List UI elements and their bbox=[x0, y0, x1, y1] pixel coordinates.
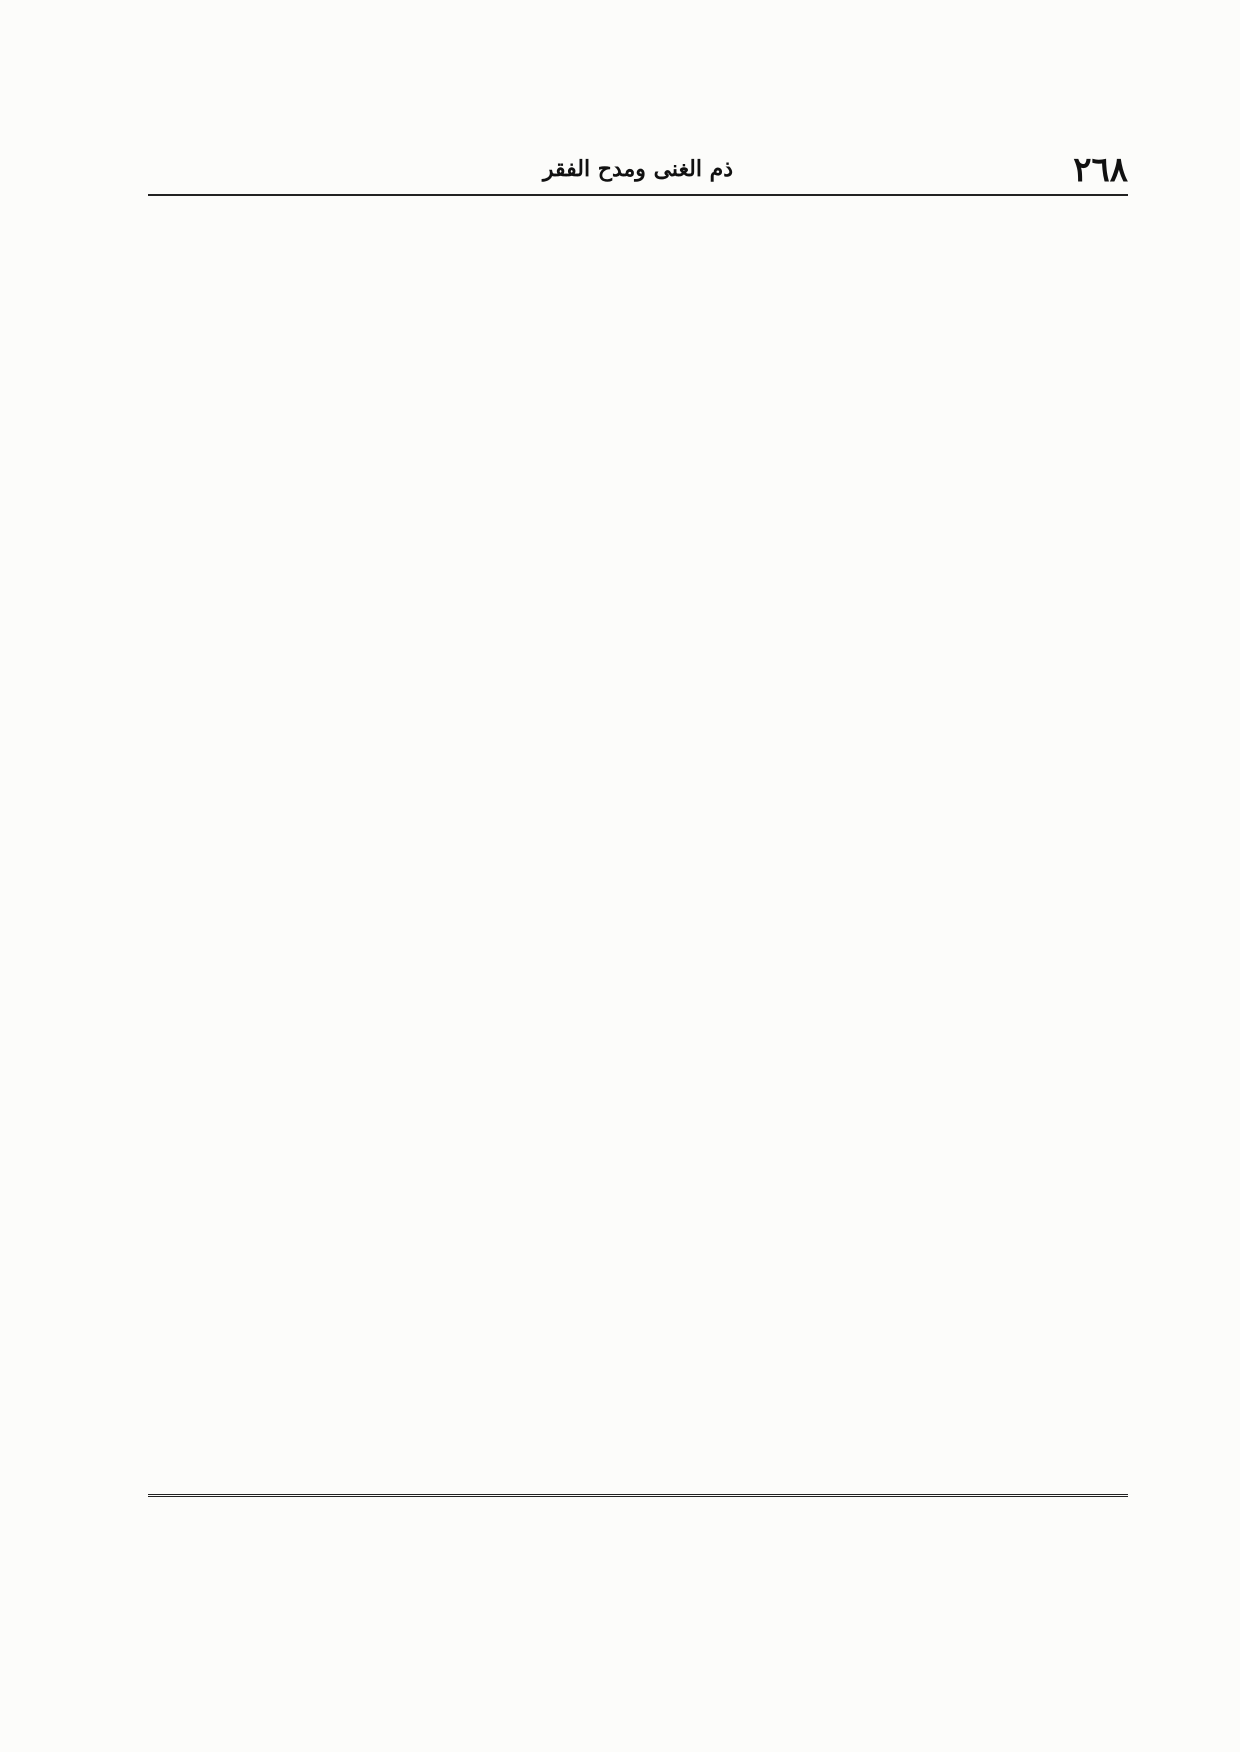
page-header bbox=[148, 150, 1128, 196]
text-line bbox=[148, 722, 1128, 765]
text-line bbox=[148, 1346, 1128, 1389]
text-line bbox=[148, 1109, 1128, 1152]
running-title: ذم الغنى ومدح الفقر bbox=[542, 156, 734, 182]
page-number: ٢٦٨ bbox=[1073, 150, 1128, 190]
text-line bbox=[148, 249, 1128, 292]
text-line bbox=[148, 679, 1128, 722]
footnote-line bbox=[148, 1578, 1128, 1608]
text-line bbox=[148, 808, 1128, 851]
text-line bbox=[148, 636, 1128, 679]
text-line bbox=[148, 464, 1128, 507]
text-line bbox=[148, 292, 1128, 335]
text-line bbox=[148, 937, 1128, 980]
text-line bbox=[148, 421, 1128, 464]
text-line bbox=[148, 1303, 1128, 1346]
text-line bbox=[148, 1066, 1128, 1109]
text-line bbox=[148, 1389, 1128, 1432]
footnote-divider bbox=[148, 1494, 1128, 1497]
footnotes bbox=[148, 1518, 1128, 1608]
text-line bbox=[148, 894, 1128, 937]
text-line bbox=[148, 206, 1128, 249]
text-line bbox=[148, 980, 1128, 1023]
paragraph-1 bbox=[148, 206, 1128, 1195]
text-line bbox=[148, 550, 1128, 593]
text-line bbox=[148, 507, 1128, 550]
text-line bbox=[148, 1260, 1128, 1303]
paragraph-spacer bbox=[148, 1195, 1128, 1217]
text-line bbox=[148, 593, 1128, 636]
footnote-line bbox=[148, 1518, 1128, 1548]
text-line bbox=[148, 335, 1128, 378]
text-line bbox=[148, 1604, 1128, 1647]
text-line bbox=[148, 851, 1128, 894]
text-line bbox=[148, 378, 1128, 421]
text-line bbox=[148, 1217, 1128, 1260]
text-line bbox=[148, 765, 1128, 808]
main-text bbox=[148, 206, 1128, 1647]
text-line bbox=[148, 1023, 1128, 1066]
text-line bbox=[148, 1432, 1128, 1475]
footnote-line bbox=[148, 1548, 1128, 1578]
text-line bbox=[148, 1152, 1128, 1195]
